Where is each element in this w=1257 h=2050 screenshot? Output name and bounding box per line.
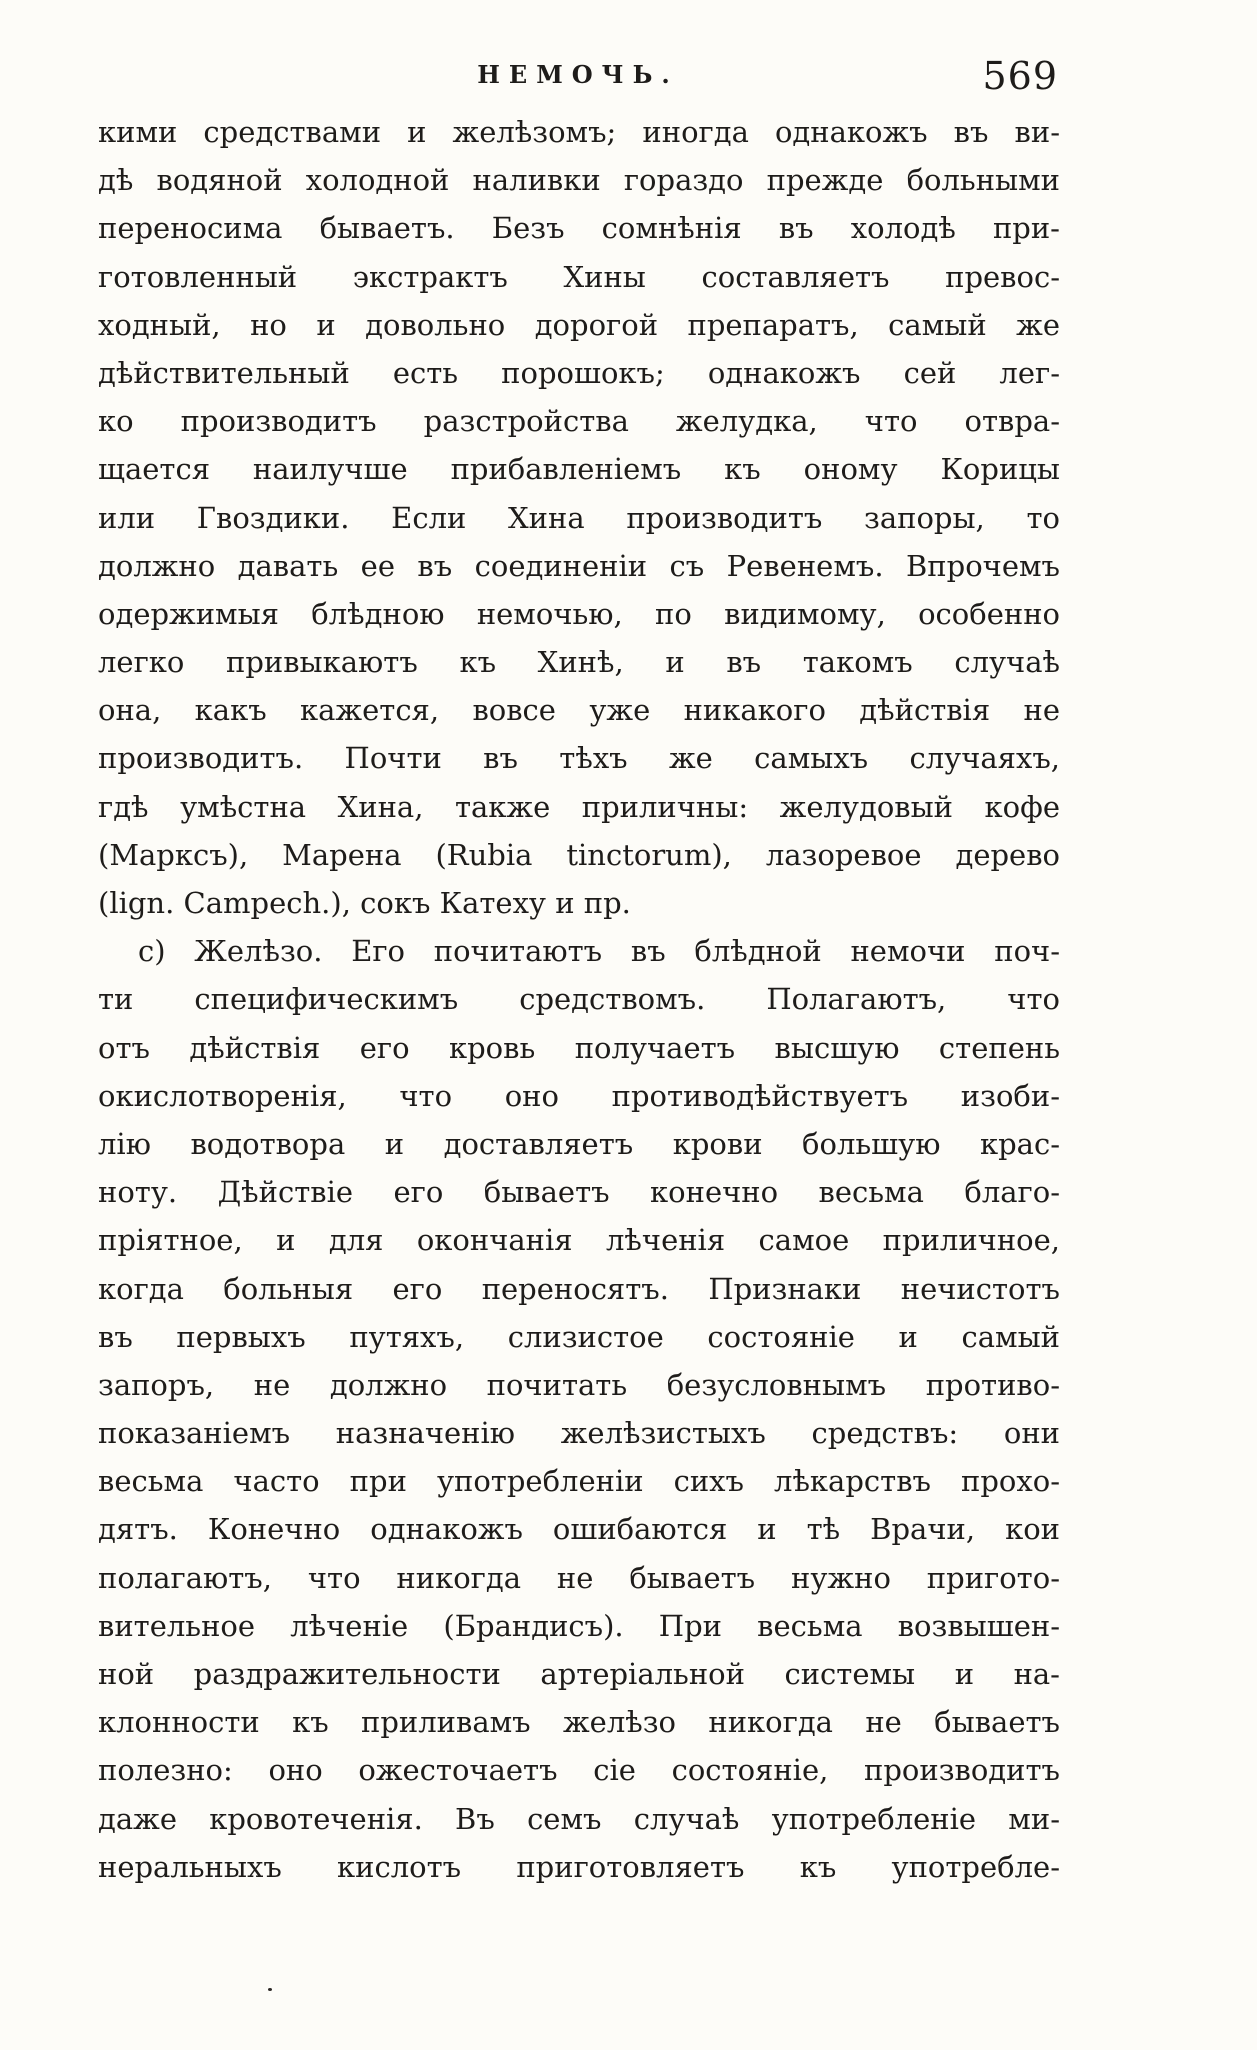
text-line: показаніемъ назначенію желѣзистыхъ средствъ: они [98, 1416, 1060, 1451]
body-text [98, 108, 1060, 1891]
ink-speck [268, 1988, 272, 1991]
text-line: щается наилучше прибавленіемъ къ оному Корицы [98, 452, 1060, 487]
text-line: дѣ водяной холодной наливки гораздо прежде больными [98, 163, 1060, 198]
text-line: (Марксъ), Марена (Rubia tinctorum), лазоревое дерево [98, 837, 1060, 872]
text-line: легко привыкаютъ къ Хинѣ, и въ такомъ случаѣ [98, 645, 1060, 680]
text-line: лію водотвора и доставляетъ крови большую крас- [98, 1126, 1060, 1161]
text-line: она, какъ кажется, вовсе уже никакого дѣйствія не [98, 693, 1060, 728]
running-head [98, 54, 1058, 106]
text-line: должно давать ее въ соединеніи съ Ревенемъ. Впрочемъ [98, 548, 1060, 583]
text-line: одержимыя блѣдною немочью, по видимому, особенно [98, 596, 1060, 631]
text-line: ноту. Дѣйствіе его бываетъ конечно весьма благо- [98, 1175, 1060, 1210]
text-line: дѣйствительный есть порошокъ; однакожъ сей лег- [98, 355, 1060, 390]
text-line: ти специфическимъ средствомъ. Полагаютъ, что [98, 982, 1060, 1017]
text-line: c) Желѣзо. Его почитаютъ въ блѣдной немочи поч- [138, 934, 1060, 969]
text-line: запоръ, не должно почитать безусловнымъ противо- [98, 1367, 1060, 1402]
text-line: полагаютъ, что никогда не бываетъ нужно пригото- [98, 1560, 1060, 1595]
text-line: (lign. Campech.), сокъ Катеху и пр. [98, 886, 631, 920]
text-line: ходный, но и довольно дорогой препаратъ, самый же [98, 307, 1060, 342]
text-line: производитъ. Почти въ тѣхъ же самыхъ случаяхъ, [98, 741, 1060, 776]
text-line: полезно: оно ожесточаетъ сіе состояніе, производитъ [98, 1753, 1060, 1788]
text-line: клонности къ приливамъ желѣзо никогда не бываетъ [98, 1705, 1060, 1740]
text-line: переносима бываетъ. Безъ сомнѣнія въ холодѣ при- [98, 211, 1060, 246]
text-line: въ первыхъ путяхъ, слизистое состояніе и самый [98, 1319, 1060, 1354]
text-line: гдѣ умѣстна Хина, также приличны: желудовый кофе [98, 789, 1060, 824]
page-number: 569 [982, 54, 1058, 98]
text-line: вительное лѣченіе (Брандисъ). При весьма возвышен- [98, 1608, 1060, 1643]
text-line: даже кровотеченія. Въ семъ случаѣ употребленіе ми- [98, 1801, 1060, 1836]
running-title: НЕМОЧЬ. [477, 60, 679, 89]
text-line: неральныхъ кислотъ приготовляетъ къ употребле- [98, 1849, 1060, 1884]
text-line: когда больныя его переносятъ. Признаки нечистотъ [98, 1271, 1060, 1306]
text-line: или Гвоздики. Если Хина производитъ запоры, то [98, 500, 1060, 535]
text-line: отъ дѣйствія его кровь получаетъ высшую степень [98, 1030, 1060, 1065]
text-line: ко производитъ разстройства желудка, что отвра- [98, 404, 1060, 439]
text-line: пріятное, и для окончанія лѣченія самое приличное, [98, 1223, 1060, 1258]
text-line: весьма часто при употребленіи сихъ лѣкарствъ прохо- [98, 1464, 1060, 1499]
text-line: готовленный экстрактъ Хины составляетъ превос- [98, 259, 1060, 294]
text-line: дятъ. Конечно однакожъ ошибаются и тѣ Врачи, кои [98, 1512, 1060, 1547]
text-line: ной раздражительности артеріальной системы и на- [98, 1657, 1060, 1691]
text-line: кими средствами и желѣзомъ; иногда однакожъ въ ви- [98, 115, 1060, 149]
text-line: окислотворенія, что оно противодѣйствуетъ изоби- [98, 1078, 1060, 1113]
